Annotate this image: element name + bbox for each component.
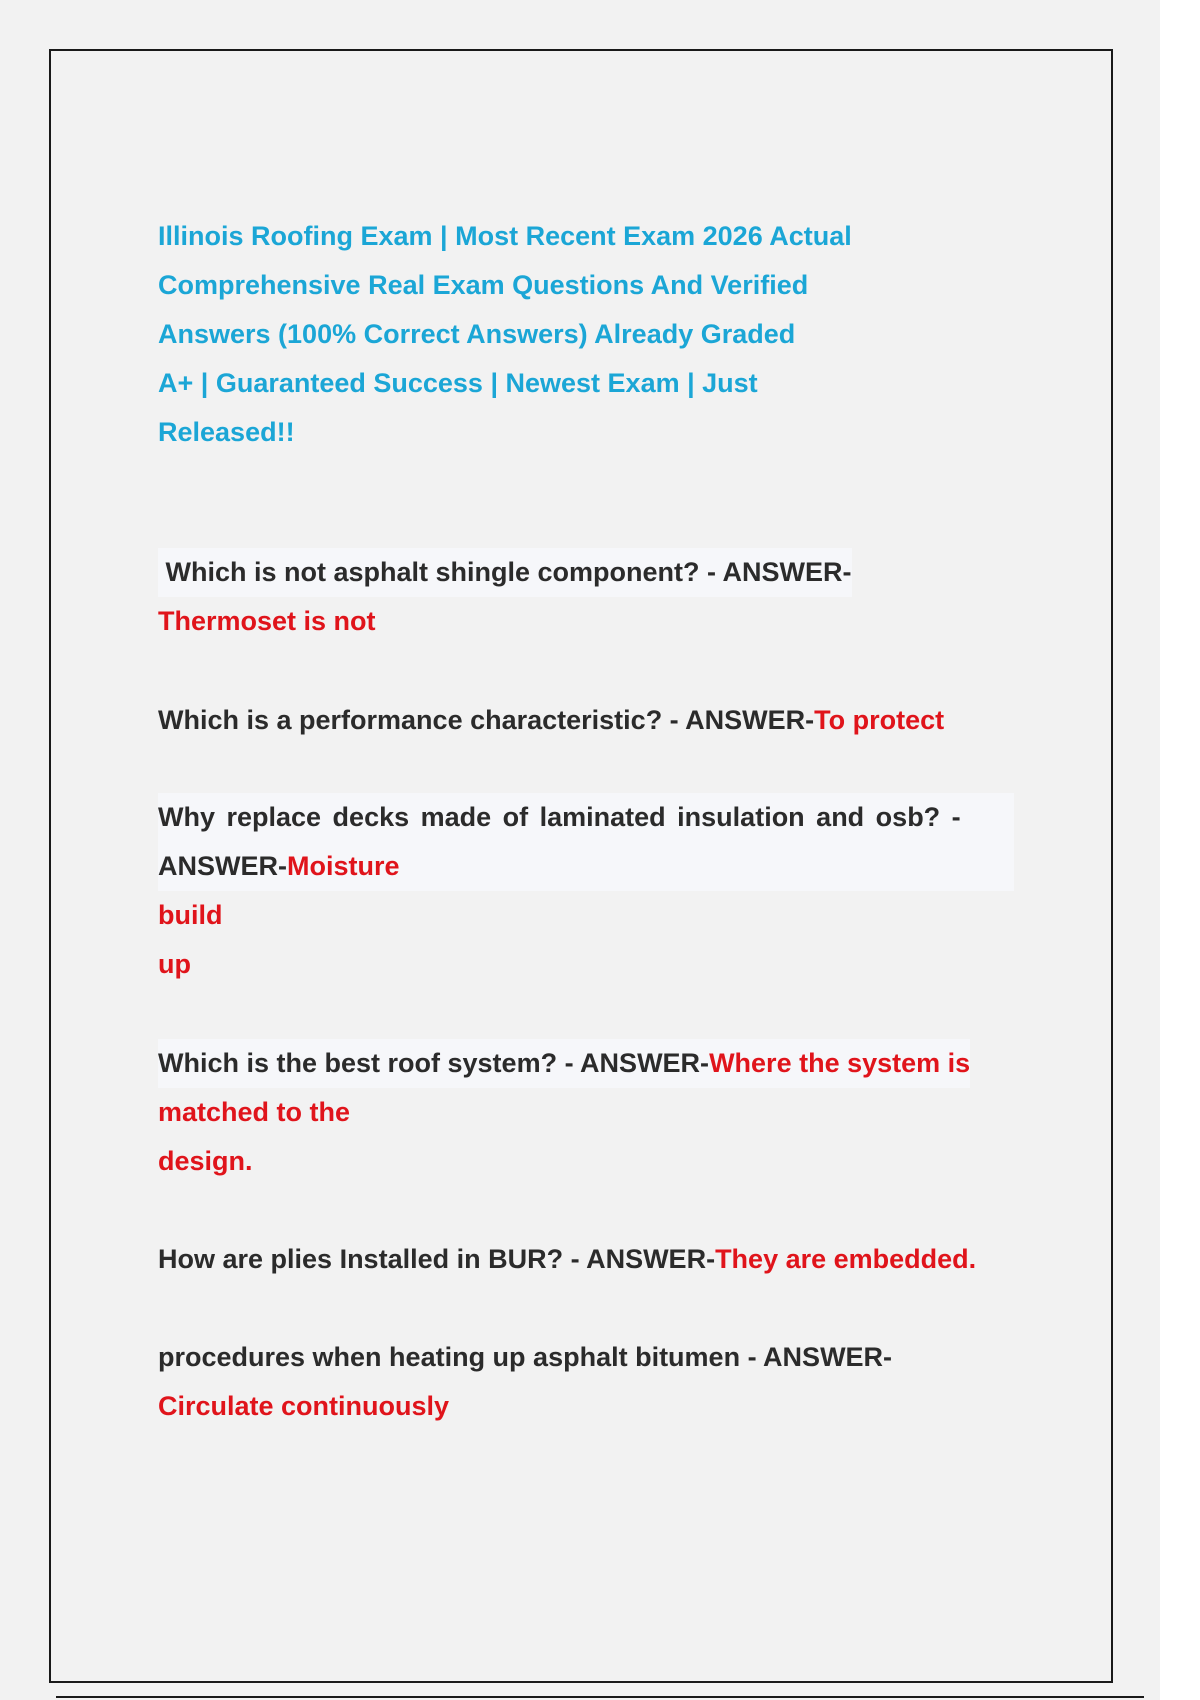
answer-text: Moisture [287,851,400,881]
title-line: Released!! [158,417,295,447]
answer-text: Thermoset is not [158,606,376,636]
question-text: Why replace decks made of laminated insulation and osb? - [158,793,1014,842]
question-text: Which is the best roof system? - ANSWER- [158,1048,710,1078]
title-line: Answers (100% Correct Answers) Already Graded [158,319,796,349]
question-text: How are plies Installed in BUR? - ANSWER- [158,1244,716,1274]
answer-text: Circulate continuously [158,1391,450,1421]
answer-text: Where the system is [709,1048,971,1078]
qa-item [158,793,1014,989]
question-text: ANSWER- [158,851,287,881]
answer-text: build [158,900,223,930]
title-line: A+ | Guaranteed Success | Newest Exam | Just [158,368,758,398]
page-margin-strip [1160,0,1200,1700]
qa-item [158,548,852,646]
title-line: Comprehensive Real Exam Questions And Verified [158,270,809,300]
answer-text: To protect [814,705,945,735]
answer-text: design. [158,1146,253,1176]
question-text: Which is a performance characteristic? - ANSWER- [158,705,815,735]
question-text: procedures when heating up asphalt bitumen - ANSWER- [158,1342,893,1372]
answer-text: up [158,949,191,979]
title-line: Illinois Roofing Exam | Most Recent Exam 2026 Actual [158,221,852,251]
answer-text: They are embedded. [715,1244,977,1274]
qa-item [158,1333,892,1431]
qa-item [158,1039,970,1186]
question-text: Which is not asphalt shingle component? - ANSWER- [158,548,852,597]
answer-text: matched to the [158,1097,351,1127]
document-title [158,212,898,457]
bottom-divider [56,1696,1144,1698]
qa-item [158,696,944,745]
qa-item [158,1235,976,1284]
